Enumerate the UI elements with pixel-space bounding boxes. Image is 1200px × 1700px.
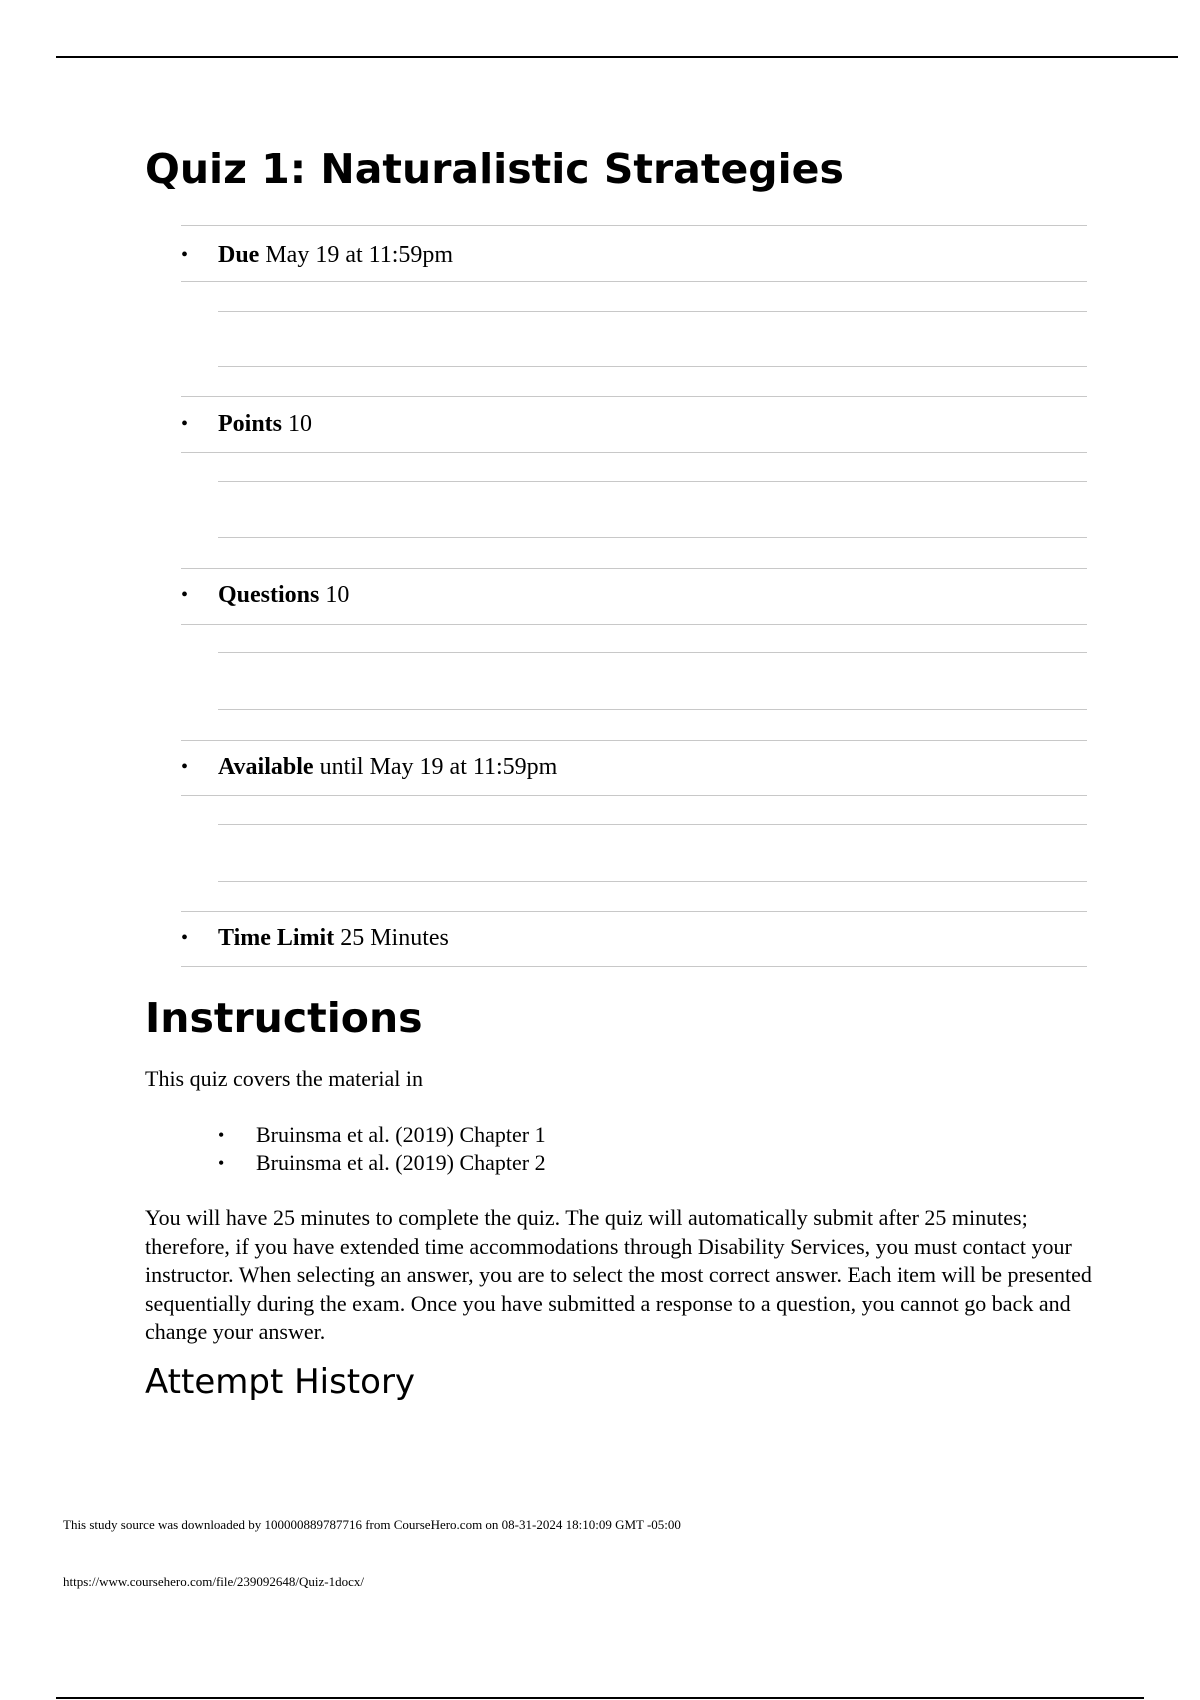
divider	[181, 624, 1087, 625]
divider	[218, 881, 1087, 882]
detail-value: 25 Minutes	[340, 925, 449, 951]
detail-label: Questions	[218, 582, 320, 608]
detail-label: Points	[218, 411, 283, 437]
bullet-icon: •	[181, 244, 189, 266]
divider	[181, 911, 1087, 912]
detail-due	[181, 237, 1087, 273]
divider	[181, 281, 1087, 282]
detail-questions	[181, 577, 1087, 613]
detail-value: until May 19 at 11:59pm	[319, 754, 558, 780]
divider	[218, 537, 1087, 538]
attempt-history-heading: Attempt History	[145, 1362, 416, 1402]
list-item	[218, 1121, 918, 1149]
detail-available	[181, 749, 1087, 785]
bullet-icon: •	[181, 413, 189, 435]
divider	[181, 795, 1087, 796]
divider	[218, 366, 1087, 367]
divider	[181, 452, 1087, 453]
divider	[218, 481, 1087, 482]
detail-value: 10	[288, 411, 313, 437]
divider	[181, 740, 1087, 741]
bullet-icon: •	[181, 756, 189, 778]
instructions-heading: Instructions	[145, 994, 423, 1042]
divider	[218, 652, 1087, 653]
chapter-text: Bruinsma et al. (2019) Chapter 2	[256, 1150, 546, 1175]
divider	[181, 966, 1087, 967]
top-rule	[56, 56, 1178, 58]
instructions-paragraph: You will have 25 minutes to complete the quiz. The quiz will automatically submit after 25 minutes; therefore, if you have extended time accommodations through Disability Services, you must contact your instructor. When selecting an answer, you are to select the most correct answer. Each item will be presented sequentially during the exam. Once you have submitted a response to a question, you cannot go back and change your answer.	[145, 1205, 1092, 1344]
divider	[218, 824, 1087, 825]
divider	[181, 225, 1087, 226]
detail-points	[181, 406, 1087, 442]
divider	[181, 396, 1087, 397]
bullet-icon: •	[218, 1153, 225, 1173]
detail-label: Due	[218, 242, 260, 268]
download-notice: This study source was downloaded by 100000889787716 from CourseHero.com on 08-31-2024 18:10:09 GMT -05:00	[63, 1517, 681, 1532]
divider	[218, 709, 1087, 710]
source-url[interactable]: https://www.coursehero.com/file/239092648/Quiz-1docx/	[63, 1574, 364, 1589]
bottom-rule	[56, 1697, 1144, 1699]
detail-value: May 19 at 11:59pm	[265, 242, 454, 268]
divider	[218, 311, 1087, 312]
page-title: Quiz 1: Naturalistic Strategies	[145, 145, 844, 193]
divider	[181, 568, 1087, 569]
instructions-intro: This quiz covers the material in	[145, 1066, 423, 1091]
detail-label: Available	[218, 754, 314, 780]
detail-time-limit	[181, 920, 1087, 956]
bullet-icon: •	[218, 1125, 225, 1145]
list-item	[218, 1149, 918, 1177]
detail-label: Time Limit	[218, 925, 335, 951]
detail-value: 10	[325, 582, 350, 608]
bullet-icon: •	[181, 584, 189, 606]
chapter-text: Bruinsma et al. (2019) Chapter 1	[256, 1122, 546, 1147]
bullet-icon: •	[181, 927, 189, 949]
